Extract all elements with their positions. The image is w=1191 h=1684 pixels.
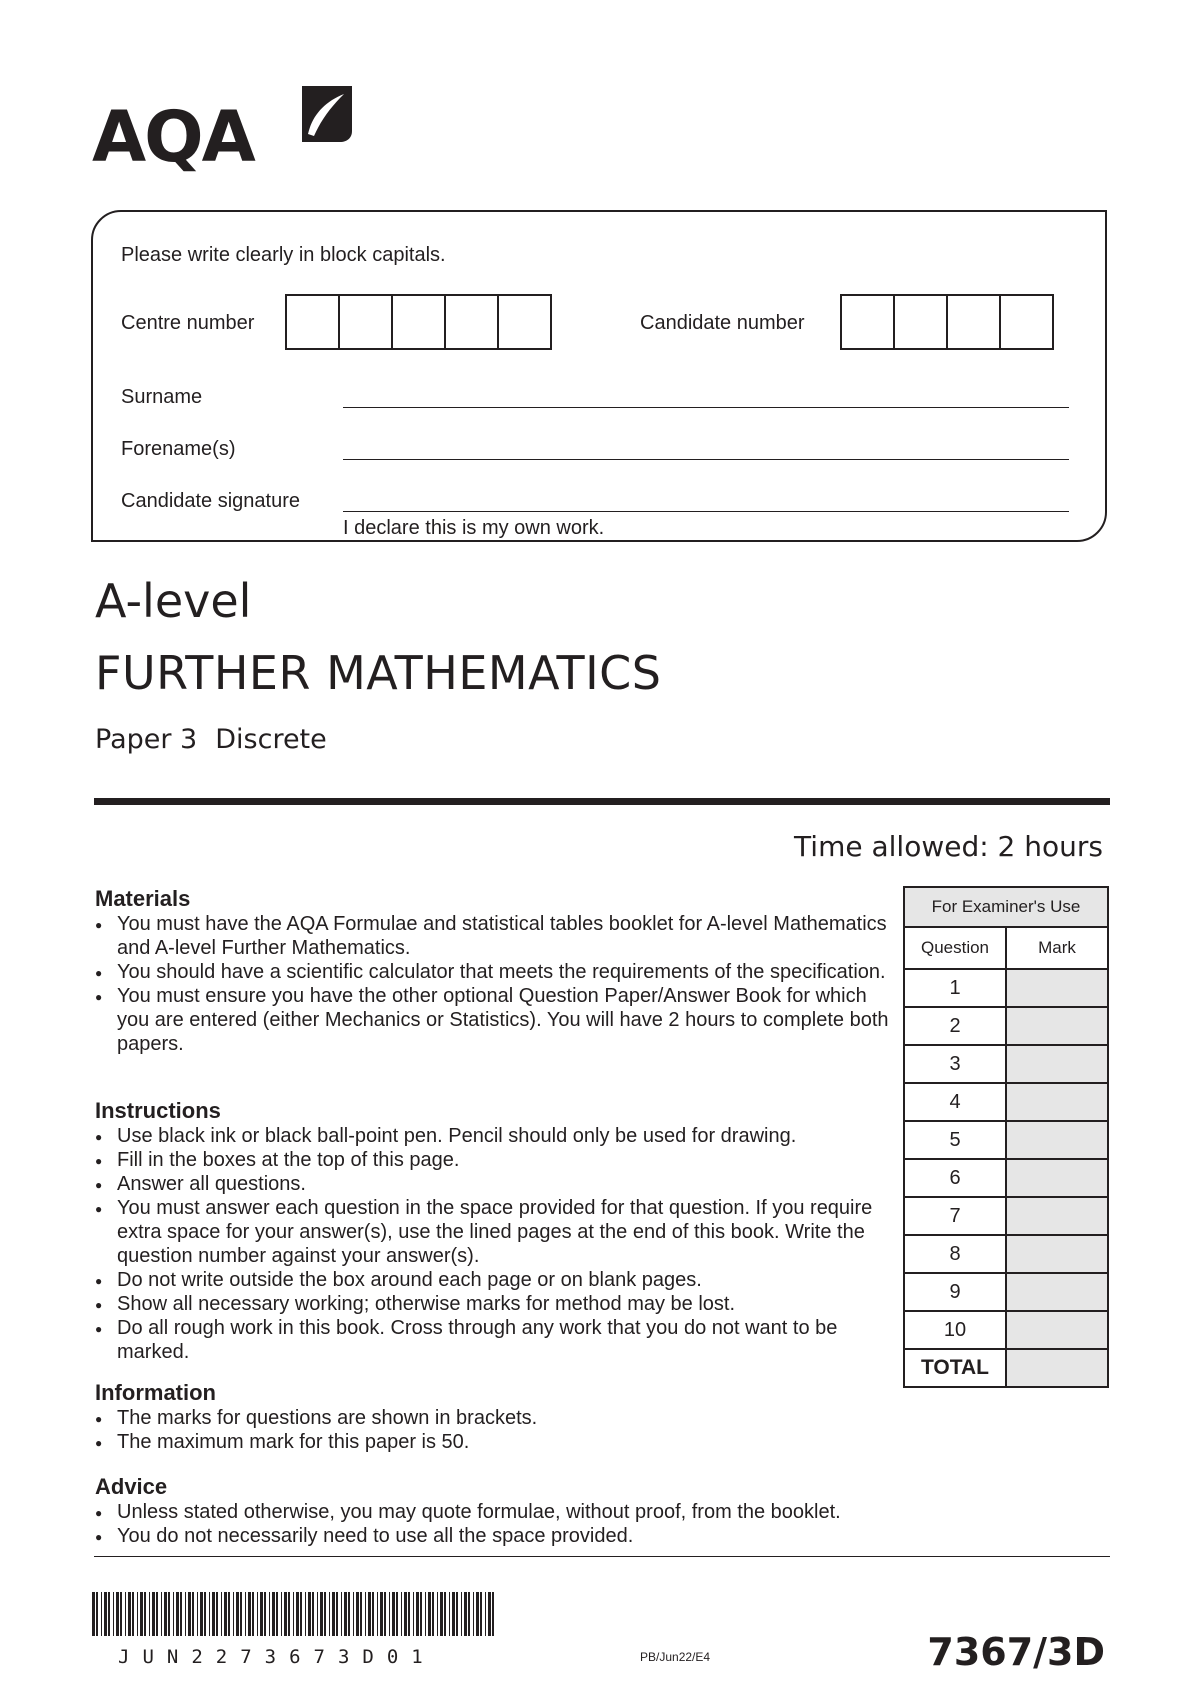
- paper-number: Paper 3: [95, 724, 198, 755]
- mark-cell: [1006, 1083, 1108, 1121]
- paper-title: [95, 724, 345, 755]
- time-allowed: Time allowed: 2 hours: [794, 830, 1103, 863]
- information-heading: Information: [95, 1380, 216, 1405]
- list-item: ● Do all rough work in this book. Cross through any work that you do not want to be marked.: [95, 1316, 895, 1364]
- mark-cell: [1006, 1311, 1108, 1349]
- mark-cell: [1006, 1197, 1108, 1235]
- centre-number-box[interactable]: [497, 294, 552, 350]
- instructions-heading: Instructions: [95, 1098, 221, 1123]
- mark-cell: [1006, 969, 1108, 1007]
- candidate-number-label: Candidate number: [640, 312, 805, 334]
- question-number: 6: [904, 1159, 1006, 1197]
- list-item: ● Do not write outside the box around each page or on blank pages.: [95, 1268, 895, 1292]
- mark-cell: [1006, 1273, 1108, 1311]
- question-number: 4: [904, 1083, 1006, 1121]
- question-number: 3: [904, 1045, 1006, 1083]
- mark-column-header: Mark: [1006, 927, 1108, 969]
- mark-cell: [1006, 1121, 1108, 1159]
- logo-text: AQA: [92, 96, 254, 178]
- barcode-text: JUN2273673D01: [118, 1646, 436, 1668]
- list-item: ● The marks for questions are shown in brackets.: [95, 1406, 895, 1430]
- list-item: ● Show all necessary working; otherwise marks for method may be lost.: [95, 1292, 895, 1316]
- instructions-list: [95, 1124, 895, 1364]
- print-reference: PB/Jun22/E4: [640, 1650, 711, 1664]
- list-item: ● Unless stated otherwise, you may quote formulae, without proof, from the booklet.: [95, 1500, 995, 1524]
- list-item: ● The maximum mark for this paper is 50.: [95, 1430, 895, 1454]
- centre-number-box[interactable]: [444, 294, 499, 350]
- signature-label: Candidate signature: [121, 490, 301, 512]
- candidate-number-box[interactable]: [840, 294, 895, 350]
- centre-number-box[interactable]: [391, 294, 446, 350]
- centre-number-boxes[interactable]: [287, 294, 552, 350]
- question-number: 9: [904, 1273, 1006, 1311]
- subject-title: FURTHER MATHEMATICS: [95, 646, 662, 700]
- advice-heading: Advice: [95, 1474, 168, 1499]
- candidate-number-box[interactable]: [946, 294, 1001, 350]
- block-capitals-instruction: Please write clearly in block capitals.: [121, 244, 446, 266]
- leaf-icon: [292, 86, 352, 146]
- list-item: ● You do not necessarily need to use all the space provided.: [95, 1524, 995, 1548]
- list-item: ● You should have a scientific calculator that meets the requirements of the specification.: [95, 960, 895, 984]
- materials-heading: Materials: [95, 886, 191, 911]
- surname-label: Surname: [121, 386, 203, 408]
- examiner-table-title: For Examiner's Use: [904, 887, 1108, 927]
- list-item: ● Use black ink or black ball-point pen. Pencil should only be used for drawing.: [95, 1124, 895, 1148]
- centre-number-box[interactable]: [338, 294, 393, 350]
- total-label: TOTAL: [904, 1349, 1006, 1387]
- qualification-level: A-level: [95, 574, 252, 628]
- signature-field[interactable]: [343, 511, 1069, 512]
- list-item: ● Answer all questions.: [95, 1172, 895, 1196]
- list-item: ● You must answer each question in the space provided for that question. If you require extra space for your answer(s), use the lined pages at the end of this book. Write the question number against your answer(s).: [95, 1196, 895, 1268]
- title-rule: [94, 798, 1110, 805]
- mark-cell: [1006, 1235, 1108, 1273]
- question-column-header: Question: [904, 927, 1006, 969]
- footer-rule: [94, 1556, 1110, 1557]
- candidate-number-box[interactable]: [999, 294, 1054, 350]
- question-number: 8: [904, 1235, 1006, 1273]
- surname-field[interactable]: [343, 407, 1069, 408]
- aqa-logo: [92, 86, 352, 186]
- paper-code: 7367/3D: [927, 1630, 1105, 1674]
- forename-label: Forename(s): [121, 438, 236, 460]
- question-number: 7: [904, 1197, 1006, 1235]
- candidate-number-boxes[interactable]: [842, 294, 1054, 350]
- declaration-text: I declare this is my own work.: [343, 517, 605, 539]
- centre-number-label: Centre number: [121, 312, 255, 334]
- mark-cell: [1006, 1159, 1108, 1197]
- mark-cell: [1006, 1045, 1108, 1083]
- total-mark-cell: [1006, 1349, 1108, 1387]
- examiner-use-table: [903, 886, 1109, 1388]
- question-number: 5: [904, 1121, 1006, 1159]
- advice-list: [95, 1500, 995, 1548]
- list-item: ● You must have the AQA Formulae and statistical tables booklet for A-level Mathematics and A-level Further Mathematics.: [95, 912, 895, 960]
- paper-option: Discrete: [215, 724, 327, 755]
- information-list: [95, 1406, 895, 1454]
- materials-list: [95, 912, 895, 1056]
- candidate-number-box[interactable]: [893, 294, 948, 350]
- forename-field[interactable]: [343, 459, 1069, 460]
- mark-cell: [1006, 1007, 1108, 1045]
- list-item: ● Fill in the boxes at the top of this page.: [95, 1148, 895, 1172]
- question-number: 1: [904, 969, 1006, 1007]
- question-number: 10: [904, 1311, 1006, 1349]
- list-item: ● You must ensure you have the other optional Question Paper/Answer Book for which you are entered (either Mechanics or Statistics). You will have 2 hours to complete both papers.: [95, 984, 895, 1056]
- centre-number-box[interactable]: [285, 294, 340, 350]
- question-number: 2: [904, 1007, 1006, 1045]
- barcode: [92, 1592, 502, 1652]
